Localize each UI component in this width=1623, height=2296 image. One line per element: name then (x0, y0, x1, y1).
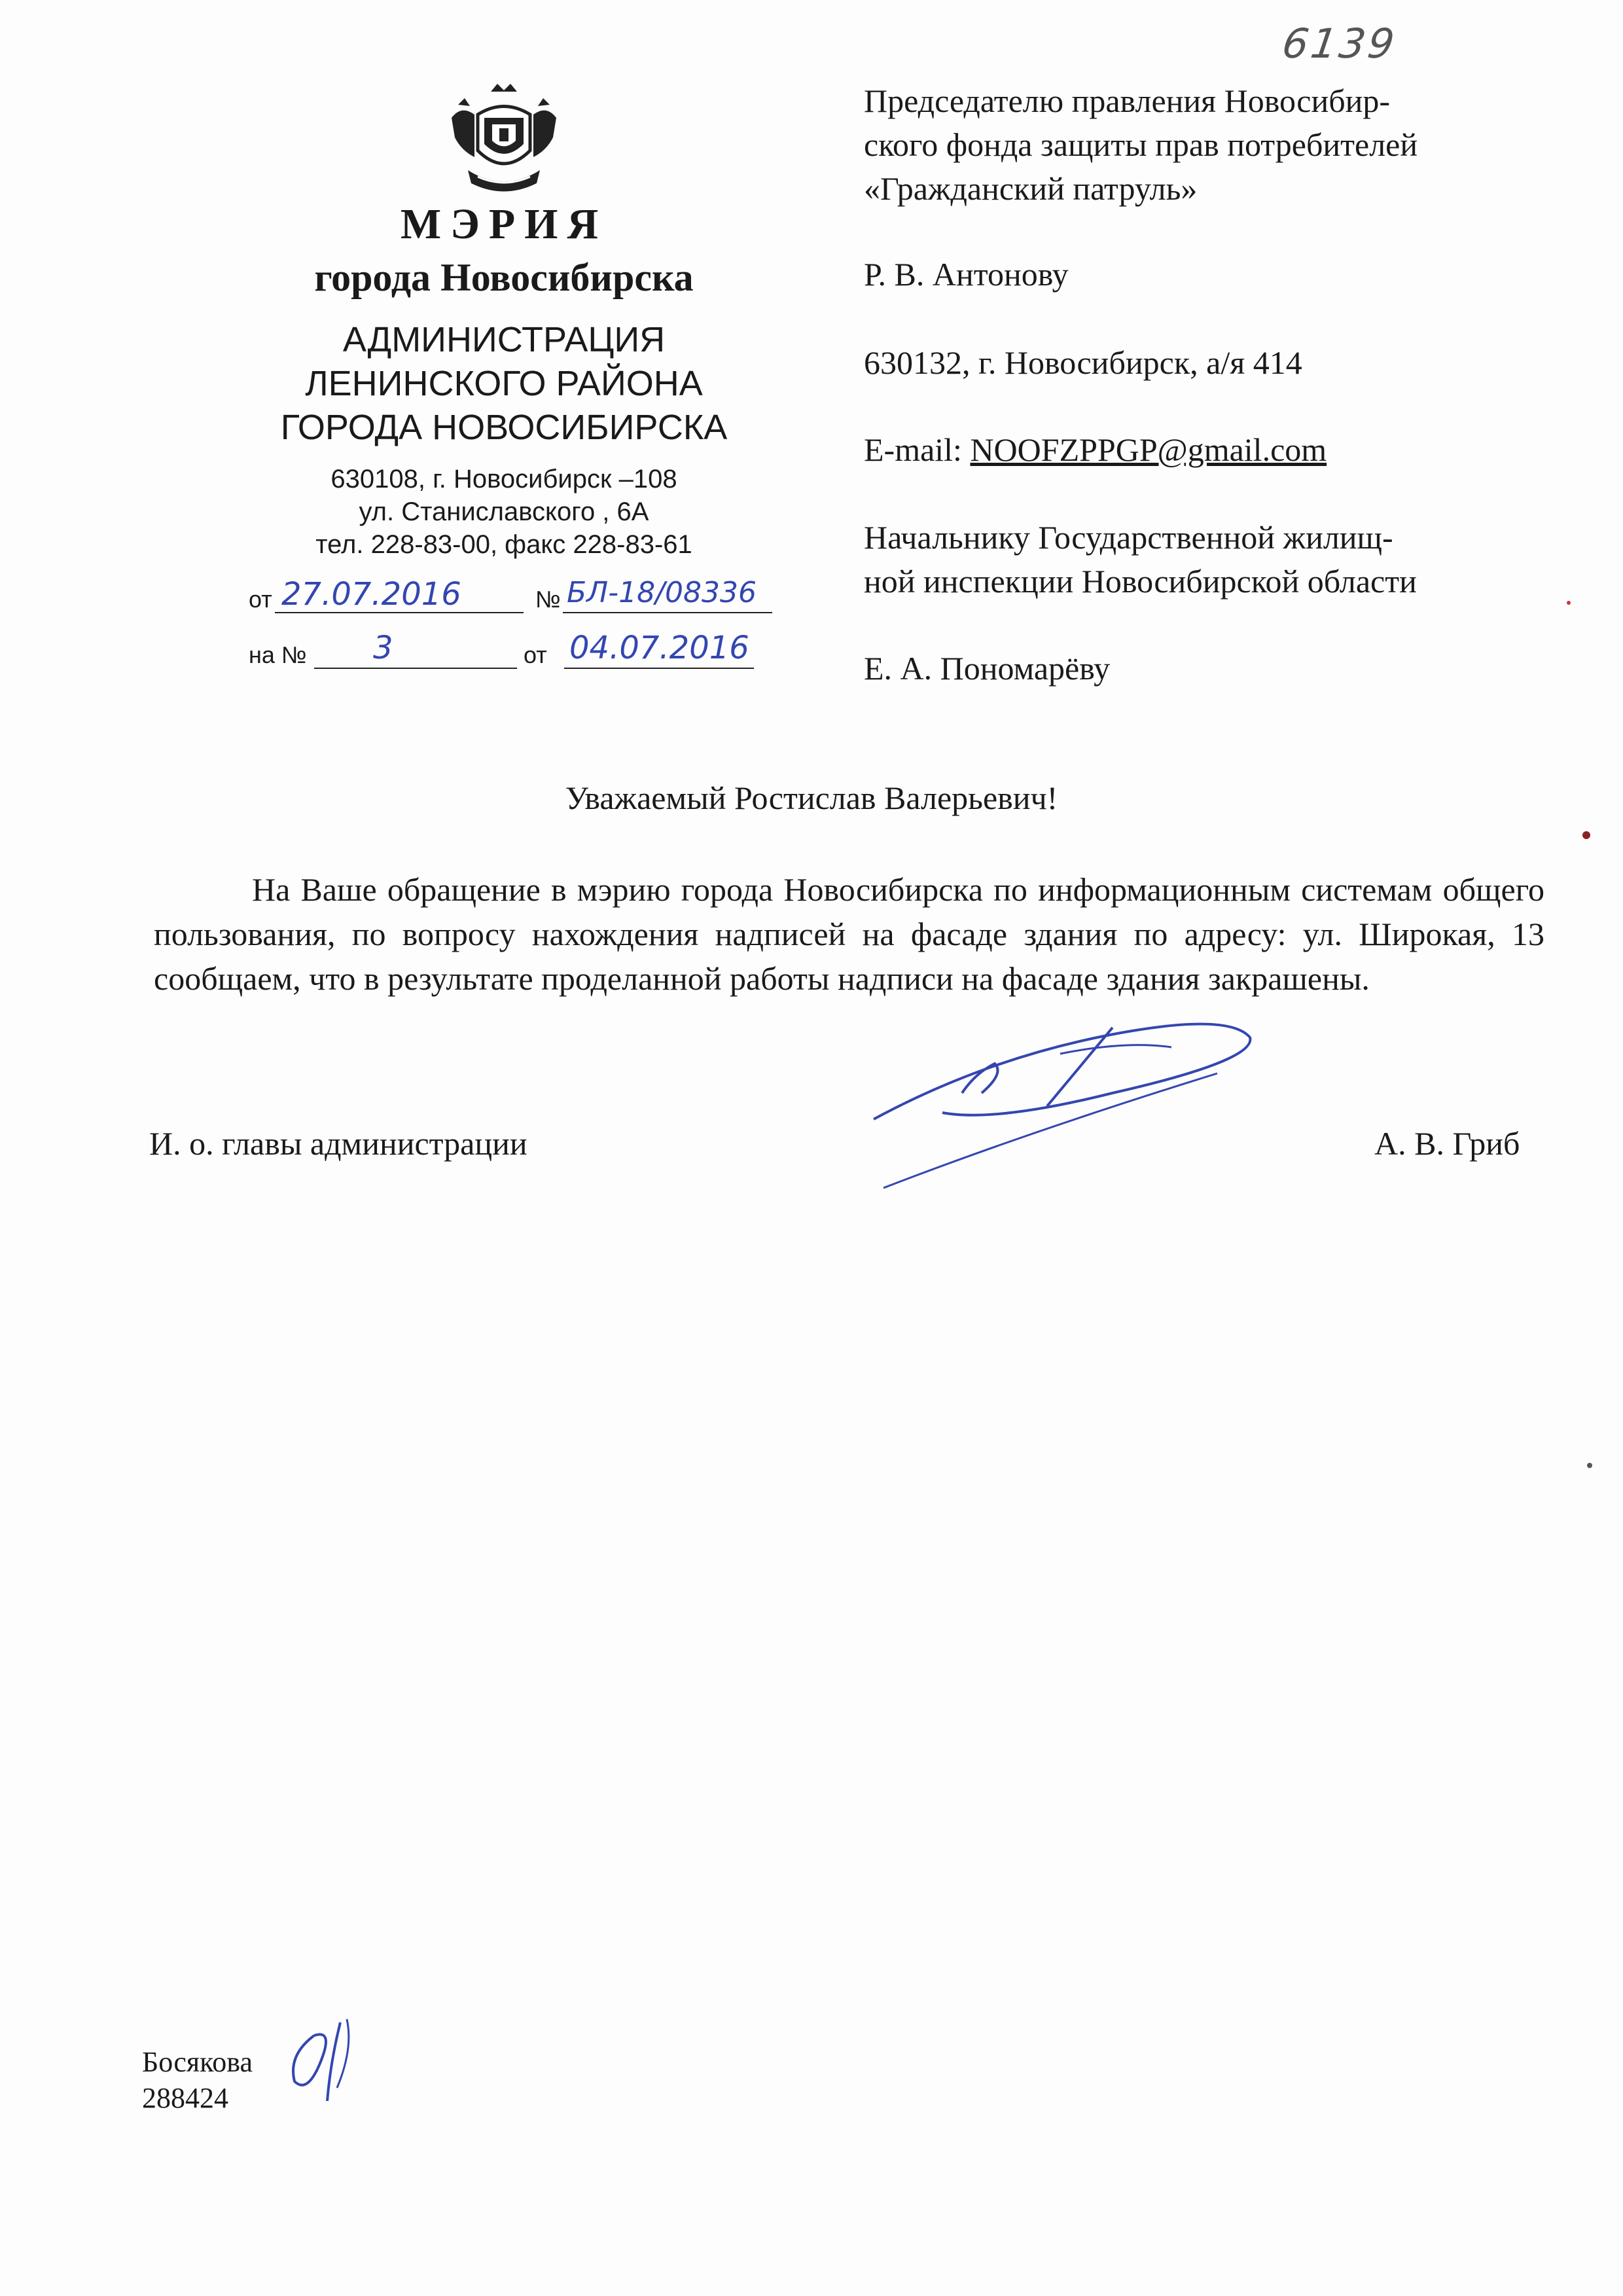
scan-speck (1567, 601, 1571, 605)
number-label: № (535, 586, 561, 613)
meria-heading: МЭРИЯ (400, 200, 608, 248)
recipient-2-title-line-1: Начальнику Государственной жилищ- (864, 519, 1393, 556)
signer-title: И. о. главы администрации (149, 1125, 527, 1162)
sender-address-line-2: ул. Станиславского , 6А (359, 497, 649, 526)
reply-to-number-label: на № (249, 641, 307, 668)
incoming-registration-number: 6139 (1279, 20, 1400, 67)
sender-phone-line: тел. 228-83-00, факс 228-83-61 (315, 530, 692, 559)
ot-label: от (249, 586, 272, 613)
salutation: Уважаемый Ростислав Валерьевич! (565, 780, 1058, 816)
ot2-label: от (524, 641, 547, 668)
executor-phone: 288424 (142, 2082, 228, 2114)
recipient-1-name: Р. В. Антонову (864, 256, 1069, 293)
outgoing-date: 27.07.2016 (281, 576, 461, 613)
city-heading: города Новосибирска (314, 256, 694, 299)
handwritten-signature (864, 1001, 1270, 1198)
sender-address-line-1: 630108, г. Новосибирск –108 (330, 465, 677, 493)
admin-line-3: ГОРОДА НОВОСИБИРСКА (280, 408, 728, 447)
recipient-1-title-line-1: Председателю правления Новосибир- (864, 82, 1391, 119)
recipient-email-line (864, 431, 1327, 469)
executor-initials (275, 2009, 366, 2108)
novosibirsk-coat-of-arms-icon (438, 79, 569, 206)
admin-line-2: ЛЕНИНСКОГО РАЙОНА (305, 364, 703, 403)
scan-speck (1582, 831, 1590, 839)
recipient-1-title-line-3: «Гражданский патруль» (864, 170, 1198, 207)
admin-line-1: АДМИНИСТРАЦИЯ (342, 320, 666, 359)
email-label: E-mail: (864, 431, 971, 468)
recipient-1-title-line-2: ского фонда защиты прав потребителей (864, 126, 1418, 163)
recipient-2-name: Е. А. Пономарёву (864, 650, 1111, 687)
reference-number: 3 (373, 630, 393, 666)
number-underline (563, 612, 772, 613)
reference-date: 04.07.2016 (569, 630, 749, 666)
letter-body: На Ваше обращение в мэрию города Новосибирска по информационным системам общего пользования, по вопросу нахождения надписей на фасаде здания по адресу: ул. Широкая, 13 сообщаем, что в результате проделанной работы надписи на фасаде здания закрашены. (154, 871, 1544, 997)
recipient-2-title-line-2: ной инспекции Новосибирской области (864, 563, 1417, 600)
ref-date-underline (564, 668, 754, 669)
email-link[interactable]: NOOFZPPGP@gmail.com (970, 431, 1327, 468)
scan-speck (1587, 1463, 1592, 1468)
ref-number-underline (314, 668, 517, 669)
signer-name: А. В. Гриб (1374, 1125, 1520, 1162)
executor-name: Босякова (142, 2046, 253, 2078)
recipient-1-address: 630132, г. Новосибирск, а/я 414 (864, 344, 1302, 381)
outgoing-number: БЛ-18/08336 (567, 576, 757, 609)
